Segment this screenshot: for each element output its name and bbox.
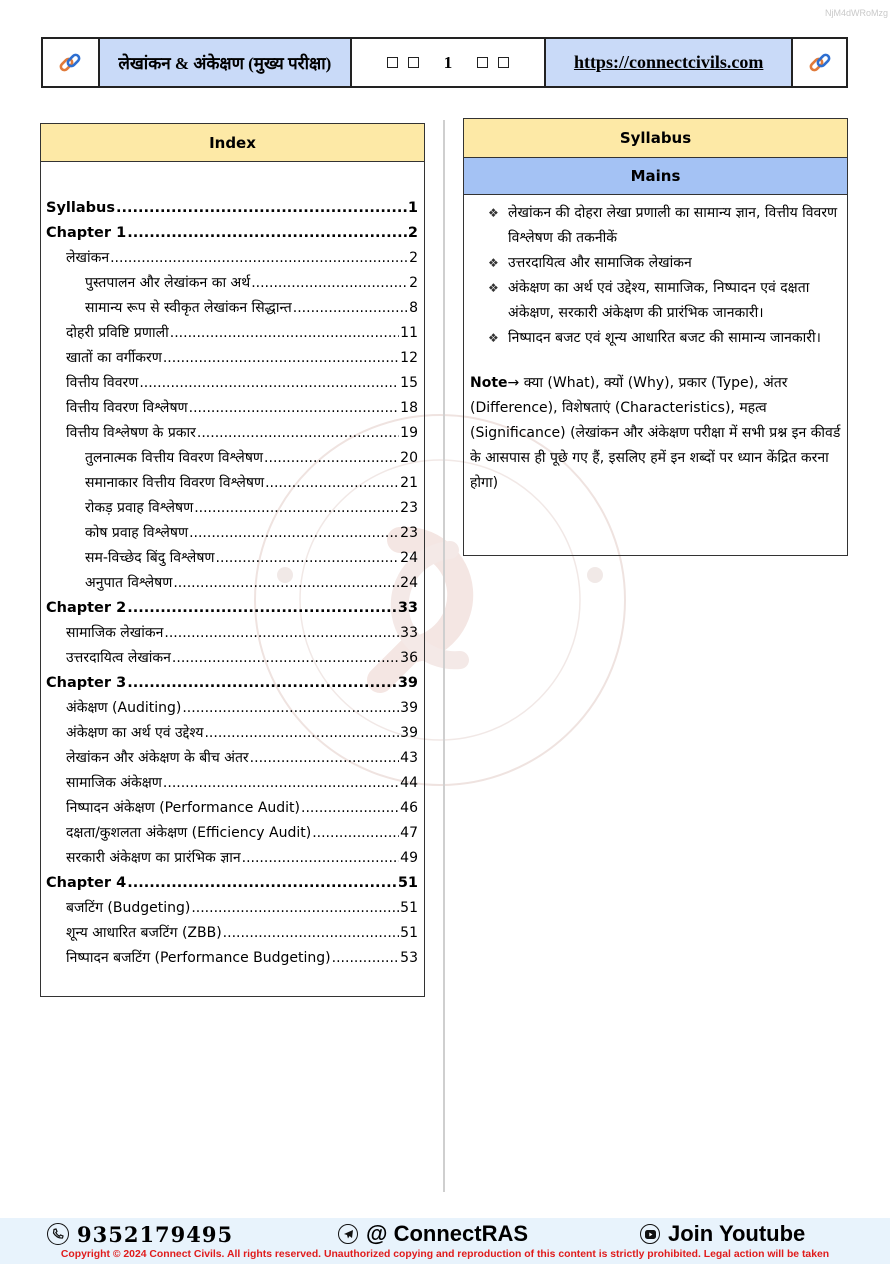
toc-entry-page: 51 [400,925,418,941]
box-glyph [387,57,398,68]
toc-entry[interactable] [46,496,418,521]
diamond-bullet-icon: ❖ [488,331,499,345]
index-title: Index [41,124,424,162]
phone-contact[interactable] [47,1221,233,1247]
toc-entry-title: Chapter 1 [46,225,127,241]
toc-entry[interactable] [46,821,418,846]
toc-leader-dots [189,521,399,546]
header-right-link-cell[interactable] [793,39,846,86]
toc-leader-dots [116,196,407,221]
toc-entry-title: सरकारी अंकेक्षण का प्रारंभिक ज्ञान [66,850,241,866]
link-icon [57,50,83,76]
syllabus-list [464,195,847,351]
syllabus-title: Syllabus [464,119,847,158]
phone-number: 9352179495 [77,1221,234,1247]
youtube-icon [640,1224,660,1244]
syllabus-box [463,118,848,556]
toc-entry-page: 12 [400,350,418,366]
toc-entry-title: खातों का वर्गीकरण [66,350,162,366]
toc-entry-title: बजटिंग (Budgeting) [66,900,191,916]
toc-leader-dots [293,296,408,321]
copyright-notice: Copyright © 2024 Connect Civils. All rights reserved. Unauthorized copying and reproduction of this content is strictly prohibited. Legal action will be taken [60,1249,830,1260]
toc-entry[interactable] [46,346,418,371]
toc-entry-title: अनुपात विश्लेषण [85,575,173,591]
toc-entry[interactable] [46,321,418,346]
toc-entry-title: उत्तरदायित्व लेखांकन [66,650,171,666]
toc-entry-page: 1 [407,200,418,216]
box-glyph [498,57,509,68]
toc-entry-title: समानाकार वित्तीय विवरण विश्लेषण [85,475,265,491]
toc-leader-dots [242,846,400,871]
toc-entry-title: सामाजिक लेखांकन [66,625,164,641]
syllabus-item-text: अंकेक्षण का अर्थ एवं उद्देश्य, सामाजिक, निष्पादन एवं दक्षता अंकेक्षण, सरकारी अंकेक्षण की प्रारंभिक जानकारी। [508,280,810,321]
website-link[interactable]: https://connectcivils.com [546,39,793,86]
toc-entry-page: 23 [400,500,418,516]
toc-entry-title: शून्य आधारित बजटिंग (ZBB) [66,925,222,941]
toc-entry-page: 39 [400,700,418,716]
toc-entry-title: वित्तीय विवरण विश्लेषण [66,400,188,416]
toc-leader-dots [163,771,399,796]
toc-leader-dots [127,596,397,621]
toc-leader-dots [216,546,400,571]
toc-leader-dots [189,396,400,421]
table-of-contents [46,196,418,971]
toc-entry-page: 15 [400,375,418,391]
toc-leader-dots [191,896,399,921]
note-arrow: → [507,375,520,391]
toc-entry-title: लेखांकन [66,250,110,266]
toc-entry[interactable] [46,196,418,221]
syllabus-item [488,251,839,276]
page-footer [0,1218,890,1264]
toc-leader-dots [170,321,399,346]
toc-entry-title: वित्तीय विवरण [66,375,139,391]
page-number-cell [352,39,546,86]
toc-leader-dots [264,446,399,471]
toc-entry-page: 23 [400,525,418,541]
toc-entry-page: 21 [400,475,418,491]
toc-entry-title: निष्पादन अंकेक्षण (Performance Audit) [66,800,301,816]
toc-entry-title: अंकेक्षण (Auditing) [66,700,182,716]
toc-entry-title: कोष प्रवाह विश्लेषण [85,525,189,541]
header-left-link-cell[interactable] [43,39,100,86]
toc-entry-title: वित्तीय विश्लेषण के प्रकार [66,425,196,441]
toc-entry-title: Chapter 3 [46,675,127,691]
toc-entry-title: सामाजिक अंकेक्षण [66,775,162,791]
toc-leader-dots [250,746,400,771]
toc-entry-page: 49 [400,850,418,866]
toc-entry-page: 2 [407,225,418,241]
telegram-icon [338,1224,358,1244]
toc-entry-title: लेखांकन और अंकेक्षण के बीच अंतर [66,750,249,766]
youtube-link[interactable] [640,1221,805,1247]
syllabus-item [488,201,839,251]
toc-entry-page: 51 [397,875,418,891]
toc-entry-title: रोकड़ प्रवाह विश्लेषण [85,500,194,516]
toc-leader-dots [173,571,399,596]
toc-entry[interactable] [46,521,418,546]
toc-entry[interactable] [46,446,418,471]
header-title: लेखांकन & अंकेक्षण (मुख्य परीक्षा) [100,39,352,86]
toc-entry-page: 2 [409,250,418,266]
toc-entry-page: 43 [400,750,418,766]
toc-leader-dots [194,496,399,521]
toc-leader-dots [301,796,399,821]
toc-entry-page: 33 [400,625,418,641]
toc-entry-page: 36 [400,650,418,666]
toc-leader-dots [182,696,399,721]
youtube-label: Join Youtube [668,1221,806,1246]
column-divider [443,120,445,1192]
toc-entry-title: Syllabus [46,200,115,216]
toc-entry-title: पुस्तपालन और लेखांकन का अर्थ [85,275,251,291]
toc-entry[interactable] [46,571,418,596]
toc-entry-page: 51 [400,900,418,916]
toc-entry-page: 11 [400,325,418,341]
toc-leader-dots [163,346,399,371]
note-label: Note [470,375,508,391]
toc-entry[interactable] [46,396,418,421]
toc-entry[interactable] [46,421,418,446]
toc-entry-page: 39 [400,725,418,741]
toc-entry-title: दोहरी प्रविष्टि प्रणाली [66,325,169,341]
toc-leader-dots [251,271,408,296]
toc-entry-page: 24 [400,575,418,591]
page-header [41,37,848,88]
toc-leader-dots [127,671,397,696]
diamond-bullet-icon: ❖ [488,206,499,220]
toc-entry-title: Chapter 4 [46,875,127,891]
toc-entry-page: 53 [400,950,418,966]
box-glyph [408,57,419,68]
toc-entry-title: दक्षता/कुशलता अंकेक्षण (Efficiency Audit) [66,825,312,841]
syllabus-item-text: निष्पादन बजट एवं शून्य आधारित बजट की सामान्य जानकारी। [508,330,821,346]
telegram-handle: @ ConnectRAS [366,1221,529,1246]
index-box [40,123,425,997]
toc-entry[interactable] [46,846,418,871]
toc-entry-page: 47 [400,825,418,841]
toc-entry[interactable] [46,721,418,746]
toc-entry[interactable] [46,271,418,296]
syllabus-subtitle: Mains [464,158,847,195]
syllabus-item-text: उत्तरदायित्व और सामाजिक लेखांकन [508,255,692,271]
toc-entry[interactable] [46,646,418,671]
toc-entry-page: 20 [400,450,418,466]
toc-entry[interactable] [46,621,418,646]
toc-entry-page: 39 [397,675,418,691]
toc-leader-dots [172,646,399,671]
phone-icon [47,1223,69,1245]
toc-entry-title: निष्पादन बजटिंग (Performance Budgeting) [66,950,331,966]
syllabus-item [488,276,839,326]
toc-entry-page: 8 [409,300,418,316]
toc-entry[interactable] [46,371,418,396]
toc-leader-dots [110,246,408,271]
toc-leader-dots [127,871,397,896]
telegram-contact[interactable] [338,1221,528,1247]
link-icon [807,50,833,76]
toc-entry[interactable] [46,946,418,971]
toc-leader-dots [164,621,399,646]
toc-entry-title: तुलनात्मक वित्तीय विवरण विश्लेषण [85,450,264,466]
toc-leader-dots [197,421,399,446]
toc-entry[interactable] [46,596,418,621]
toc-entry[interactable] [46,871,418,896]
toc-leader-dots [204,721,399,746]
toc-leader-dots [127,221,407,246]
toc-entry[interactable] [46,246,418,271]
document-id: NjM4dWRoMzg [824,8,888,18]
page-number: 1 [443,52,453,72]
toc-entry-page: 44 [400,775,418,791]
syllabus-item-text: लेखांकन की दोहरा लेखा प्रणाली का सामान्य ज्ञान, वित्तीय विवरण विश्लेषण की तकनीकें [508,205,838,246]
toc-entry-title: Chapter 2 [46,600,127,616]
toc-entry[interactable] [46,896,418,921]
toc-entry[interactable] [46,671,418,696]
toc-leader-dots [332,946,400,971]
box-glyph [477,57,488,68]
diamond-bullet-icon: ❖ [488,281,499,295]
toc-entry-page: 19 [400,425,418,441]
toc-entry[interactable] [46,296,418,321]
toc-entry[interactable] [46,221,418,246]
syllabus-note [464,351,847,496]
toc-entry-title: सम-विच्छेद बिंदु विश्लेषण [85,550,215,566]
toc-entry-page: 2 [409,275,418,291]
toc-entry[interactable] [46,471,418,496]
toc-leader-dots [139,371,399,396]
toc-entry-title: अंकेक्षण का अर्थ एवं उद्देश्य [66,725,204,741]
syllabus-item [488,326,839,351]
toc-entry[interactable] [46,921,418,946]
toc-entry[interactable] [46,771,418,796]
toc-leader-dots [265,471,399,496]
toc-leader-dots [223,921,400,946]
toc-entry[interactable] [46,746,418,771]
diamond-bullet-icon: ❖ [488,256,499,270]
toc-entry-title: सामान्य रूप से स्वीकृत लेखांकन सिद्धान्त [85,300,292,316]
toc-entry-page: 33 [397,600,418,616]
toc-entry[interactable] [46,696,418,721]
note-text: क्या (What), क्यों (Why), प्रकार (Type), अंतर (Difference), विशेषताएं (Characteristics), महत्व (Significance) (लेखांकन और अंकेक्षण परीक्षा में सभी प्रश्न इन कीवर्ड के आसपास ही पूछे गए हैं, इसलिए हमें इन शब्दों पर ध्यान केंद्रित करना होगा) [470,375,841,491]
toc-entry-page: 46 [400,800,418,816]
toc-leader-dots [312,821,399,846]
toc-entry[interactable] [46,546,418,571]
toc-entry-page: 18 [400,400,418,416]
toc-entry-page: 24 [400,550,418,566]
toc-entry[interactable] [46,796,418,821]
